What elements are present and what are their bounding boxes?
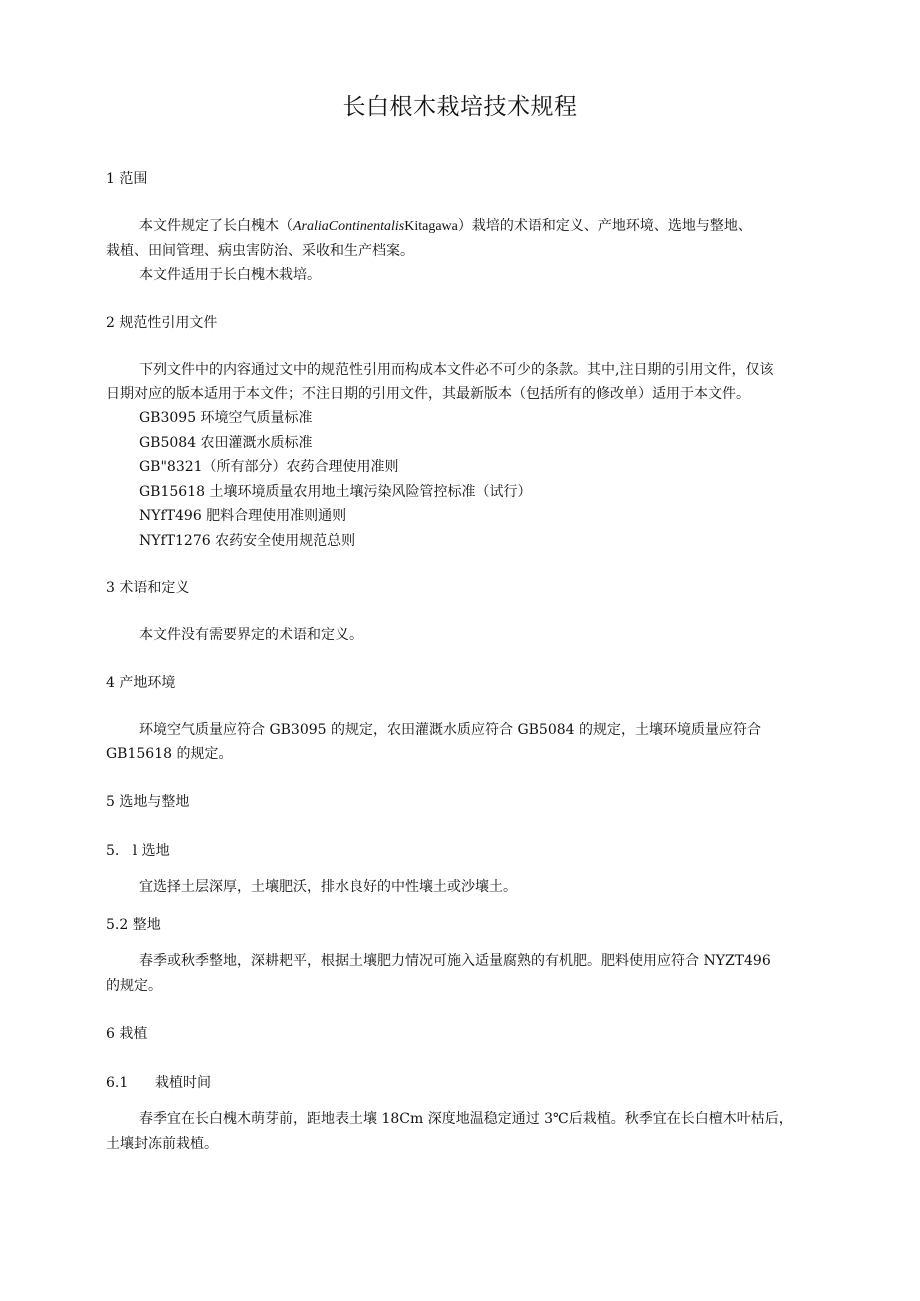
section-heading-environment: 4 产地环境 xyxy=(106,675,176,691)
land-preparation-paragraph-line-1: 春季或秋季整地，深耕耙平，根据土壤肥力情况可施入适量腐熟的有机肥。肥料使用应符合 NYZT496 xyxy=(139,953,771,969)
scope-latin-name: AraliaContinentalis xyxy=(293,219,405,234)
document-title: 长白根木栽培技术规程 xyxy=(342,94,578,120)
reference-item: GB5084 农田灌溉水质标准 xyxy=(139,435,313,451)
site-selection-paragraph: 宜选择土层深厚，土壤肥沃，排水良好的中性壤土或沙壤土。 xyxy=(139,879,517,895)
scope-applicability: 本文件适用于长白槐木栽培。 xyxy=(139,267,321,283)
reference-item: NYfT1276 农药安全使用规范总则 xyxy=(139,533,356,549)
scope-text-a: 本文件规定了长白槐木（ xyxy=(139,218,293,234)
subsection-heading-land-preparation: 5.2 整地 xyxy=(106,917,161,933)
environment-paragraph-line-1: 环境空气质量应符合 GB3095 的规定，农田灌溉水质应符合 GB5084 的规定，土壤环境质量应符合 xyxy=(139,722,761,738)
references-paragraph-line-2: 日期对应的版本适用于本文件；不注日期的引用文件，其最新版本（包括所有的修改单）适用于本文件。 xyxy=(106,386,750,402)
scope-paragraph-line-2: 栽植、田间管理、病虫害防治、采收和生产档案。 xyxy=(106,243,414,259)
references-paragraph-line-1: 下列文件中的内容通过文中的规范性引用而构成本文件必不可少的条款。其中,注日期的引用文件，仅该 xyxy=(139,362,774,378)
reference-item: GB3095 环境空气质量标准 xyxy=(139,410,313,426)
subsection-heading-site-selection: 5. l 选地 xyxy=(106,843,170,859)
reference-item: GB15618 土壤环境质量农用地土壤污染风险管控标准（试行） xyxy=(139,484,532,500)
subsection-heading-planting-time: 6.1 栽植时间 xyxy=(106,1075,211,1091)
terms-paragraph: 本文件没有需要界定的术语和定义。 xyxy=(139,627,363,643)
section-heading-site-selection: 5 选地与整地 xyxy=(106,794,190,810)
section-heading-scope: 1 范围 xyxy=(106,171,148,187)
planting-time-paragraph-line-1: 春季宜在长白槐木萌芽前，距地表土壤 18Cm 深度地温稳定通过 3℃后栽植。秋季宜在长白檀木叶枯后， xyxy=(139,1111,793,1127)
scope-text-b: Kitagawa）栽培的术语和定义、产地环境、选地与整地、 xyxy=(404,219,752,234)
section-heading-normative-references: 2 规范性引用文件 xyxy=(106,315,218,331)
land-preparation-paragraph-line-2: 的规定。 xyxy=(106,978,162,994)
reference-item: GB"8321（所有部分）农药合理使用准则 xyxy=(139,459,399,475)
environment-paragraph-line-2: GB15618 的规定。 xyxy=(106,746,233,762)
reference-item: NYfT496 肥料合理使用准则通则 xyxy=(139,508,347,524)
section-heading-terms: 3 术语和定义 xyxy=(106,580,190,596)
scope-paragraph-line-1 xyxy=(139,216,752,237)
planting-time-paragraph-line-2: 土壤封冻前栽植。 xyxy=(106,1136,218,1152)
section-heading-planting: 6 栽植 xyxy=(106,1026,148,1042)
